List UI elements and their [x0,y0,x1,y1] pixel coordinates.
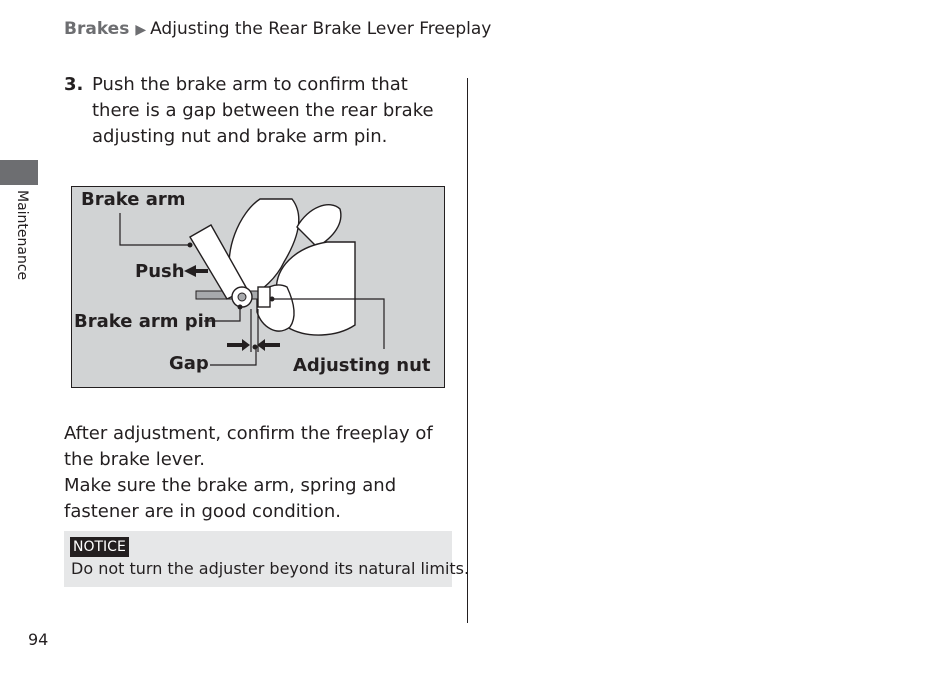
gap-arrow-right-icon [227,339,250,351]
breadcrumb-separator-icon: ▶ [135,22,147,38]
section-tab-label: Maintenance [14,190,30,281]
breadcrumb-current: Adjusting the Rear Brake Lever Freeplay [150,19,492,39]
section-tab-marker [0,160,38,185]
notice-box [64,531,470,587]
step-instruction [64,72,454,150]
brake-arm-illustration [71,186,445,388]
finger-shape [297,205,341,247]
step-text: Push the brake arm to confirm that there is a gap between the rear brake adjusting nut and brake arm pin. [92,74,434,147]
body-paragraph: Make sure the brake arm, spring and fastener are in good condition. [64,475,397,522]
leader-brake-arm [120,213,190,245]
label-push: Push [135,261,185,282]
gap-arrow-left-icon [257,339,280,351]
page-number: 94 [28,630,49,649]
push-arrow-icon [184,265,208,277]
label-adjusting-nut: Adjusting nut [293,355,431,376]
notice-badge: NOTICE [70,537,129,557]
body-paragraph: After adjustment, confirm the freeplay of the brake lever. [64,423,433,470]
notice-text: Do not turn the adjuster beyond its natural limits. [71,559,470,578]
label-brake-arm-pin: Brake arm pin [74,311,217,332]
adjusting-nut-shape [258,287,270,307]
breadcrumb-parent[interactable]: Brakes [64,19,130,39]
column-divider [467,78,468,623]
leader-gap [210,347,256,365]
step-number: 3. [64,74,84,95]
breadcrumb [64,19,491,39]
label-brake-arm: Brake arm [81,189,186,210]
label-gap: Gap [169,353,209,374]
